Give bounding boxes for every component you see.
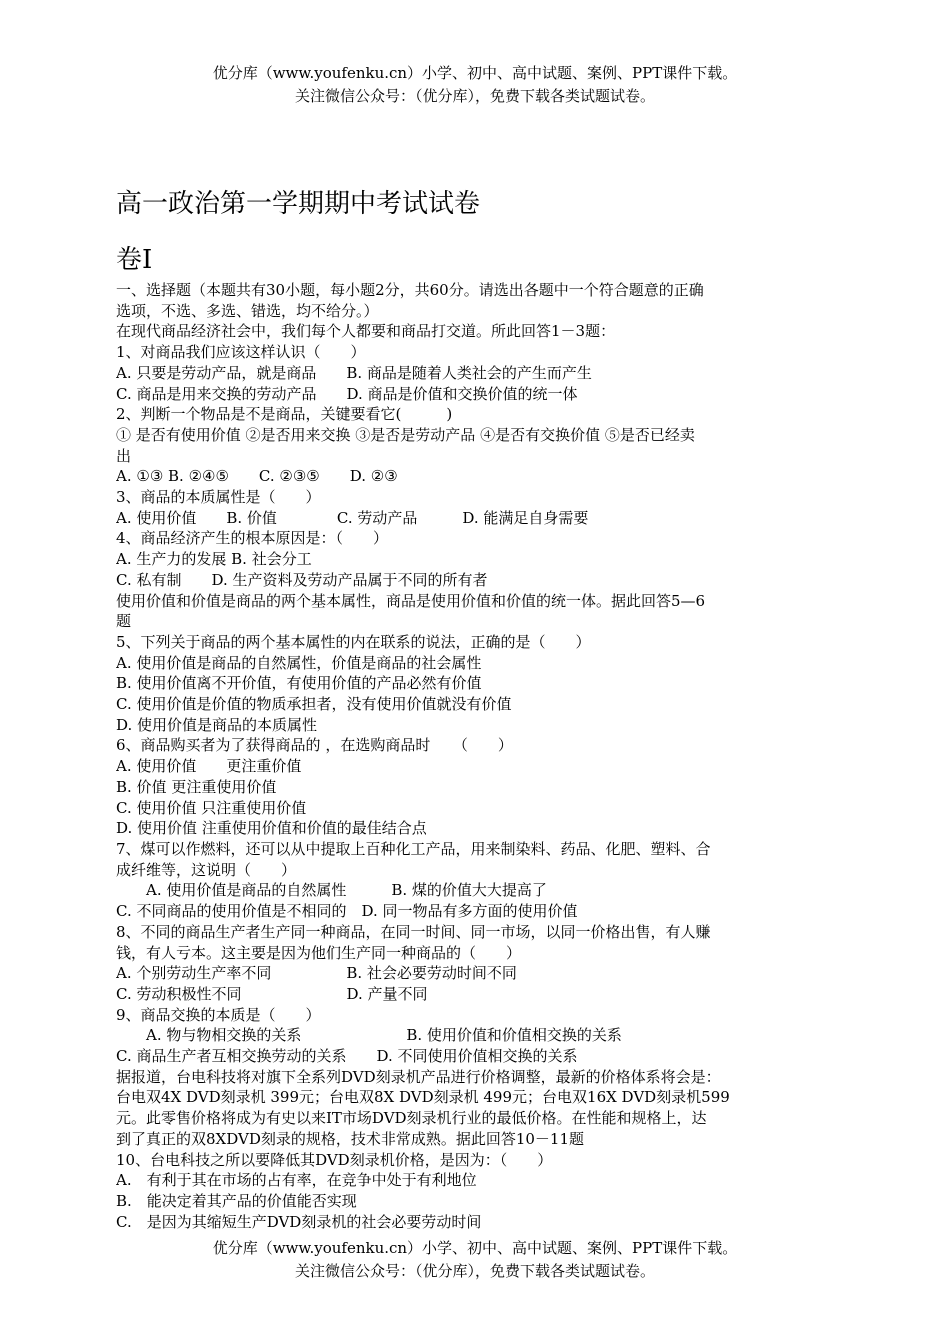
body-line: 成纤维等，这说明（ ） [116,860,297,879]
body-line: 据报道，台电科技将对旗下全系列DVD刻录机产品进行价格调整，最新的价格体系将会是： [116,1067,721,1086]
body-line: 使用价值和价值是商品的两个基本属性，商品是使用价值和价值的统一体。据此回答5—6 [116,591,706,610]
footer-line-1: 优分库（www.youfenku.cn）小学、初中、高中试题、案例、PPT课件下载。 [212,1239,738,1257]
body-line: 台电双4X DVD刻录机 399元；台电双8X DVD刻录机 499元；台电双16X DVD刻录机599 [116,1088,730,1107]
body-line: A. 只要是劳动产品，就是商品 B. 商品是随着人类社会的产生而产生 [116,363,592,382]
body-line: 7、煤可以作燃料，还可以从中提取上百种化工产品，用来制染料、药品、化肥、塑料、合 [116,839,711,858]
body-line: B. 能决定着其产品的价值能否实现 [116,1191,357,1210]
body-line: A. 物与物相交换的关系 B. 使用价值和价值相交换的关系 [116,1026,622,1045]
body-line: 6、商品购买者为了获得商品的 ，在选购商品时 （ ） [116,736,513,755]
body-line: 9、商品交换的本质是（ ） [116,1005,321,1024]
body-line: 10、台电科技之所以要降低其DVD刻录机价格，是因为：（ ） [116,1150,553,1169]
body-line: 8、不同的商品生产者生产同一种商品，在同一时间、同一市场，以同一价格出售，有人赚 [116,922,711,941]
body-line: 钱，有人亏本。这主要是因为他们生产同一种商品的（ ） [116,943,522,962]
body-line: C. 商品生产者互相交换劳动的关系 D. 不同使用价值相交换的关系 [116,1047,578,1066]
body-line: C. 商品是用来交换的劳动产品 D. 商品是价值和交换价值的统一体 [116,384,578,403]
volume-label: 卷Ⅰ [116,245,153,275]
body-line: A. 使用价值是商品的自然属性，价值是商品的社会属性 [116,653,482,672]
body-line: A. 个别劳动生产率不同 B. 社会必要劳动时间不同 [116,964,517,983]
body-line: A. 使用价值 更注重价值 [116,757,302,776]
body-line: C. 使用价值 只注重使用价值 [116,798,307,817]
body-line: B. 价值 更注重使用价值 [116,777,277,796]
body-line: C. 使用价值是价值的物质承担者，没有使用价值就没有价值 [116,695,512,714]
body-line: A. 有利于其在市场的占有率，在竞争中处于有利地位 [116,1171,477,1190]
body-line: 出 [116,446,132,465]
header-line-1: 优分库（www.youfenku.cn）小学、初中、高中试题、案例、PPT课件下载。 [212,64,738,82]
body-line: C. 劳动积极性不同 D. 产量不同 [116,984,428,1003]
body-line: 2、判断一个物品是不是商品，关键要看它( ) [116,405,453,424]
body-line: 4、商品经济产生的根本原因是：（ ） [116,529,389,548]
body-line: A. 使用价值是商品的自然属性 B. 煤的价值大大提高了 [116,881,547,900]
body-line: 1、对商品我们应该这样认识（ ） [116,343,366,362]
body-line: A. 使用价值 B. 价值 C. 劳动产品 D. 能满足自身需要 [116,508,589,527]
body-line: 选项，不选、多选、错选，均不给分。） [116,301,379,320]
body-line: 到了真正的双8XDVD刻录的规格，技术非常成熟。据此回答10－11题 [116,1129,585,1148]
body-line: 3、商品的本质属性是（ ） [116,488,321,507]
exam-title: 高一政治第一学期期中考试试卷 [116,189,481,219]
body-line: 元。此零售价格将成为有史以来IT市场DVD刻录机行业的最低价格。在性能和规格上，达 [116,1109,707,1128]
footer-line-2: 关注微信公众号：（优分库），免费下载各类试题试卷。 [294,1262,655,1280]
body-line: C. 私有制 D. 生产资料及劳动产品属于不同的所有者 [116,570,488,589]
body-line: D. 使用价值是商品的本质属性 [116,715,318,734]
body-line: C. 是因为其缩短生产DVD刻录机的社会必要劳动时间 [116,1212,482,1231]
body-line: D. 使用价值 注重使用价值和价值的最佳结合点 [116,819,427,838]
body-line: A. 生产力的发展 B. 社会分工 [116,550,312,569]
body-line: ① 是否有使用价值 ②是否用来交换 ③是否是劳动产品 ④是否有交换价值 ⑤是否已经卖 [116,425,695,444]
body-line: 题 [116,612,132,631]
body-line: A. ①③ B. ②④⑤ C. ②③⑤ D. ②③ [116,467,398,486]
body-line: B. 使用价值离不开价值，有使用价值的产品必然有价值 [116,674,482,693]
exam-body [116,280,836,1232]
body-line: 在现代商品经济社会中，我们每个人都要和商品打交道。所此回答1－3题： [116,322,616,341]
body-line: 一、选择题（本题共有30小题，每小题2分，共60分。请选出各题中一个符合题意的正确 [116,281,704,299]
header-line-2: 关注微信公众号：（优分库），免费下载各类试题试卷。 [294,87,655,105]
body-line: C. 不同商品的使用价值是不相同的 D. 同一物品有多方面的使用价值 [116,902,578,921]
body-line: 5、下列关于商品的两个基本属性的内在联系的说法，正确的是（ ） [116,632,591,651]
